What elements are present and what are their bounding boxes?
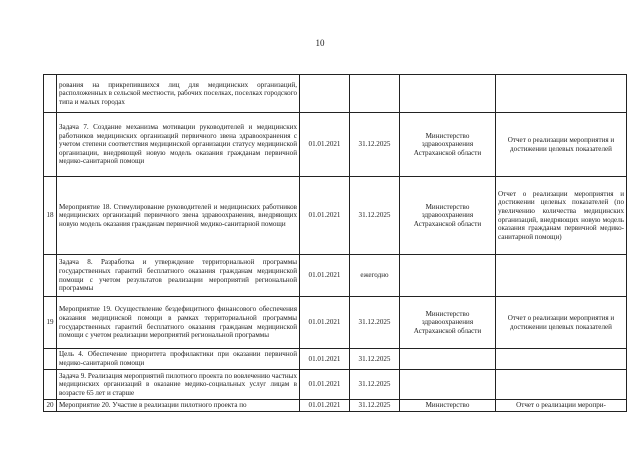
row-number: 19 bbox=[44, 297, 57, 349]
row-end-date: ежегодно bbox=[350, 255, 400, 297]
row-report bbox=[496, 75, 627, 113]
program-table bbox=[43, 74, 627, 412]
row-start-date: 01.01.2021 bbox=[300, 297, 350, 349]
row-executor bbox=[400, 349, 496, 370]
table-row bbox=[44, 370, 627, 400]
page-number: 10 bbox=[315, 38, 325, 48]
row-end-date: 31.12.2025 bbox=[350, 177, 400, 255]
row-number bbox=[44, 113, 57, 177]
row-start-date: 01.01.2021 bbox=[300, 349, 350, 370]
table-row bbox=[44, 75, 627, 113]
row-number bbox=[44, 349, 57, 370]
row-end-date: 31.12.2025 bbox=[350, 113, 400, 177]
row-end-date: 31.12.2025 bbox=[350, 349, 400, 370]
table-row bbox=[44, 113, 627, 177]
row-description: Мероприятие 19. Осуществление бездефицитного финансового обеспечения оказания медицинской помощи в рамках территориальной программы государственных гарантий бесплатного оказания гражданам медицинской помощи с учетом реализации мероприятий региональной программы bbox=[57, 297, 300, 349]
row-start-date bbox=[300, 75, 350, 113]
table-row bbox=[44, 297, 627, 349]
row-number: 18 bbox=[44, 177, 57, 255]
row-report: Отчет о реализации мероприятия и достижении целевых показателей (по увеличению количества медицинских организаций, внедряющих новую модель оказания гражданам первичной медико-санитарной помощи) bbox=[496, 177, 627, 255]
row-end-date: 31.12.2025 bbox=[350, 297, 400, 349]
row-executor: Министерство здравоохранения Астраханской области bbox=[400, 297, 496, 349]
row-executor bbox=[400, 75, 496, 113]
row-end-date bbox=[350, 75, 400, 113]
row-description: Задача 7. Создание механизма мотивации руководителей и медицинских работников медицинских организаций первичного звена здравоохранения с учетом степени соответствия медицинской организации статусу медицинской организации, внедряющей новую модель оказания гражданам первичной медико-санитарной помощи bbox=[57, 113, 300, 177]
row-report: Отчет о реализации мероприятия и достижении целевых показателей bbox=[496, 297, 627, 349]
row-description: Мероприятие 18. Стимулирование руководителей и медицинских работников медицинских организаций первичного звена здравоохранения, внедряющих новую модель оказания гражданам первичной медико-санитарной помощи bbox=[57, 177, 300, 255]
row-description: Задача 9. Реализация мероприятий пилотного проекта по вовлечению частных медицинских организаций в оказание медико-социальных услуг лицам в возрасте 65 лет и старше bbox=[57, 370, 300, 400]
row-executor bbox=[400, 370, 496, 400]
row-start-date: 01.01.2021 bbox=[300, 177, 350, 255]
row-executor: Министерство bbox=[400, 400, 496, 412]
table-row bbox=[44, 349, 627, 370]
row-number: 20 bbox=[44, 400, 57, 412]
row-report: Отчет о реализации мероприятия и достижении целевых показателей bbox=[496, 113, 627, 177]
row-report bbox=[496, 370, 627, 400]
row-start-date: 01.01.2021 bbox=[300, 113, 350, 177]
row-end-date: 31.12.2025 bbox=[350, 400, 400, 412]
row-start-date: 01.01.2021 bbox=[300, 400, 350, 412]
row-executor bbox=[400, 255, 496, 297]
table-row bbox=[44, 400, 627, 412]
row-report: Отчет о реализации меропри- bbox=[496, 400, 627, 412]
row-number bbox=[44, 255, 57, 297]
row-report bbox=[496, 349, 627, 370]
row-description: Цель 4. Обеспечение приоритета профилактики при оказании первичной медико-санитарной помощи bbox=[57, 349, 300, 370]
row-description: Задача 8. Разработка и утверждение территориальной программы государственных гарантий бесплатного оказания гражданам медицинской помощи с учетом результатов реализации мероприятий региональной программы bbox=[57, 255, 300, 297]
table-row bbox=[44, 255, 627, 297]
row-start-date: 01.01.2021 bbox=[300, 370, 350, 400]
row-report bbox=[496, 255, 627, 297]
row-end-date: 31.12.2025 bbox=[350, 370, 400, 400]
row-description: рования на прикрепившихся лиц для медицинских организаций, расположенных в сельской местности, рабочих поселках, поселках городского типа и малых городах bbox=[57, 75, 300, 113]
row-executor: Министерство здравоохранения Астраханской области bbox=[400, 113, 496, 177]
row-description: Мероприятие 20. Участие в реализации пилотного проекта по bbox=[57, 400, 300, 412]
row-start-date: 01.01.2021 bbox=[300, 255, 350, 297]
row-executor: Министерство здравоохранения Астраханской области bbox=[400, 177, 496, 255]
row-number bbox=[44, 75, 57, 113]
table-row bbox=[44, 177, 627, 255]
row-number bbox=[44, 370, 57, 400]
